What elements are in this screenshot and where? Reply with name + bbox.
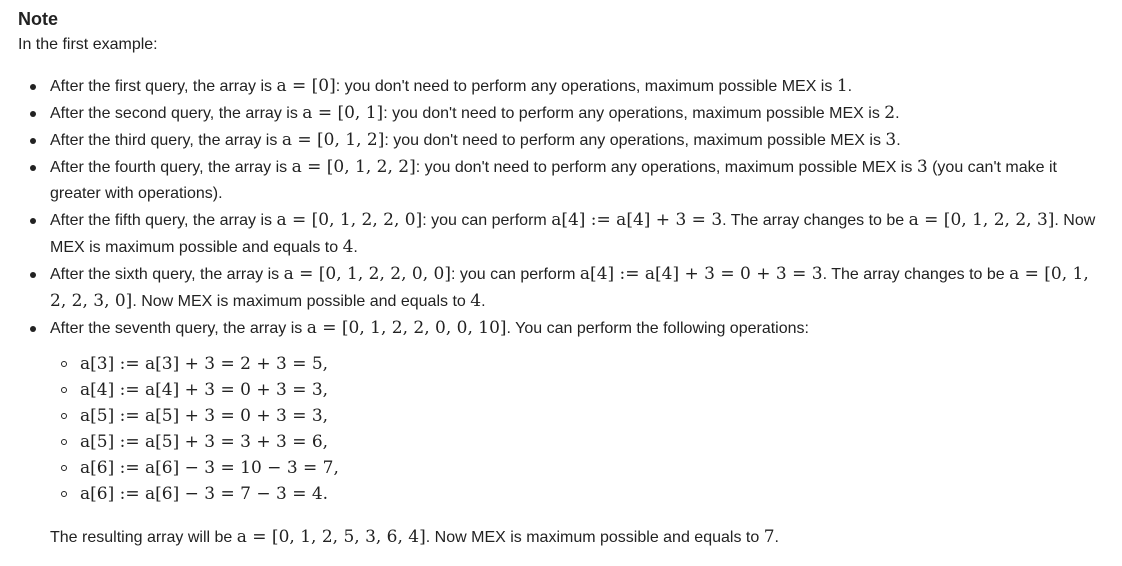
intro-text: In the first example: — [18, 36, 158, 53]
result-text: The resulting array will be a = [0, 1, 2, 5, 3, 6, 4]. Now MEX is maximum possible and equals to 7. — [50, 527, 779, 547]
circle-bullet-icon — [61, 465, 67, 471]
list-item: After the sixth query, the array is a = [0, 1, 2, 2, 0, 0]: you can perform a[4] := a[4] + 3 = 0 + 3 = 3. The array changes to be a = [0, 1, 2, 2, 3, 0]. Now MEX is maximum possible and equals to 4. — [0, 261, 1100, 315]
bullet-icon — [30, 138, 36, 144]
bullet-icon — [30, 111, 36, 117]
query-list — [0, 73, 1100, 342]
operation-item: a[4] := a[4] + 3 = 0 + 3 = 3, — [0, 377, 339, 403]
list-item: After the third query, the array is a = [0, 1, 2]: you don't need to perform any operations, maximum possible MEX is 3. — [0, 127, 1100, 154]
list-item: After the fourth query, the array is a = [0, 1, 2, 2]: you don't need to perform any operations, maximum possible MEX is 3 (you can't make it greater with operations). — [0, 154, 1100, 207]
circle-bullet-icon — [61, 439, 67, 445]
list-item: After the second query, the array is a = [0, 1]: you don't need to perform any operations, maximum possible MEX is 2. — [0, 100, 1100, 127]
operation-item: a[6] := a[6] − 3 = 10 − 3 = 7, — [0, 455, 339, 481]
operation-item: a[5] := a[5] + 3 = 3 + 3 = 6, — [0, 429, 339, 455]
note-title: Note — [18, 9, 58, 29]
operations-list — [0, 351, 339, 507]
circle-bullet-icon — [61, 387, 67, 393]
list-item: After the fifth query, the array is a = [0, 1, 2, 2, 0]: you can perform a[4] := a[4] + 3 = 3. The array changes to be a = [0, 1, 2, 2, 3]. Now MEX is maximum possible and equals to 4. — [0, 207, 1100, 261]
bullet-icon — [30, 326, 36, 332]
list-item: After the first query, the array is a = [0]: you don't need to perform any operations, maximum possible MEX is 1. — [0, 73, 1100, 100]
operation-item: a[3] := a[3] + 3 = 2 + 3 = 5, — [0, 351, 339, 377]
bullet-icon — [30, 84, 36, 90]
bullet-icon — [30, 165, 36, 171]
bullet-icon — [30, 218, 36, 224]
list-item: After the seventh query, the array is a = [0, 1, 2, 2, 0, 0, 10]. You can perform the following operations: — [0, 315, 1100, 342]
circle-bullet-icon — [61, 491, 67, 497]
operation-item: a[5] := a[5] + 3 = 0 + 3 = 3, — [0, 403, 339, 429]
operation-item: a[6] := a[6] − 3 = 7 − 3 = 4. — [0, 481, 339, 507]
circle-bullet-icon — [61, 413, 67, 419]
bullet-icon — [30, 272, 36, 278]
circle-bullet-icon — [61, 361, 67, 367]
